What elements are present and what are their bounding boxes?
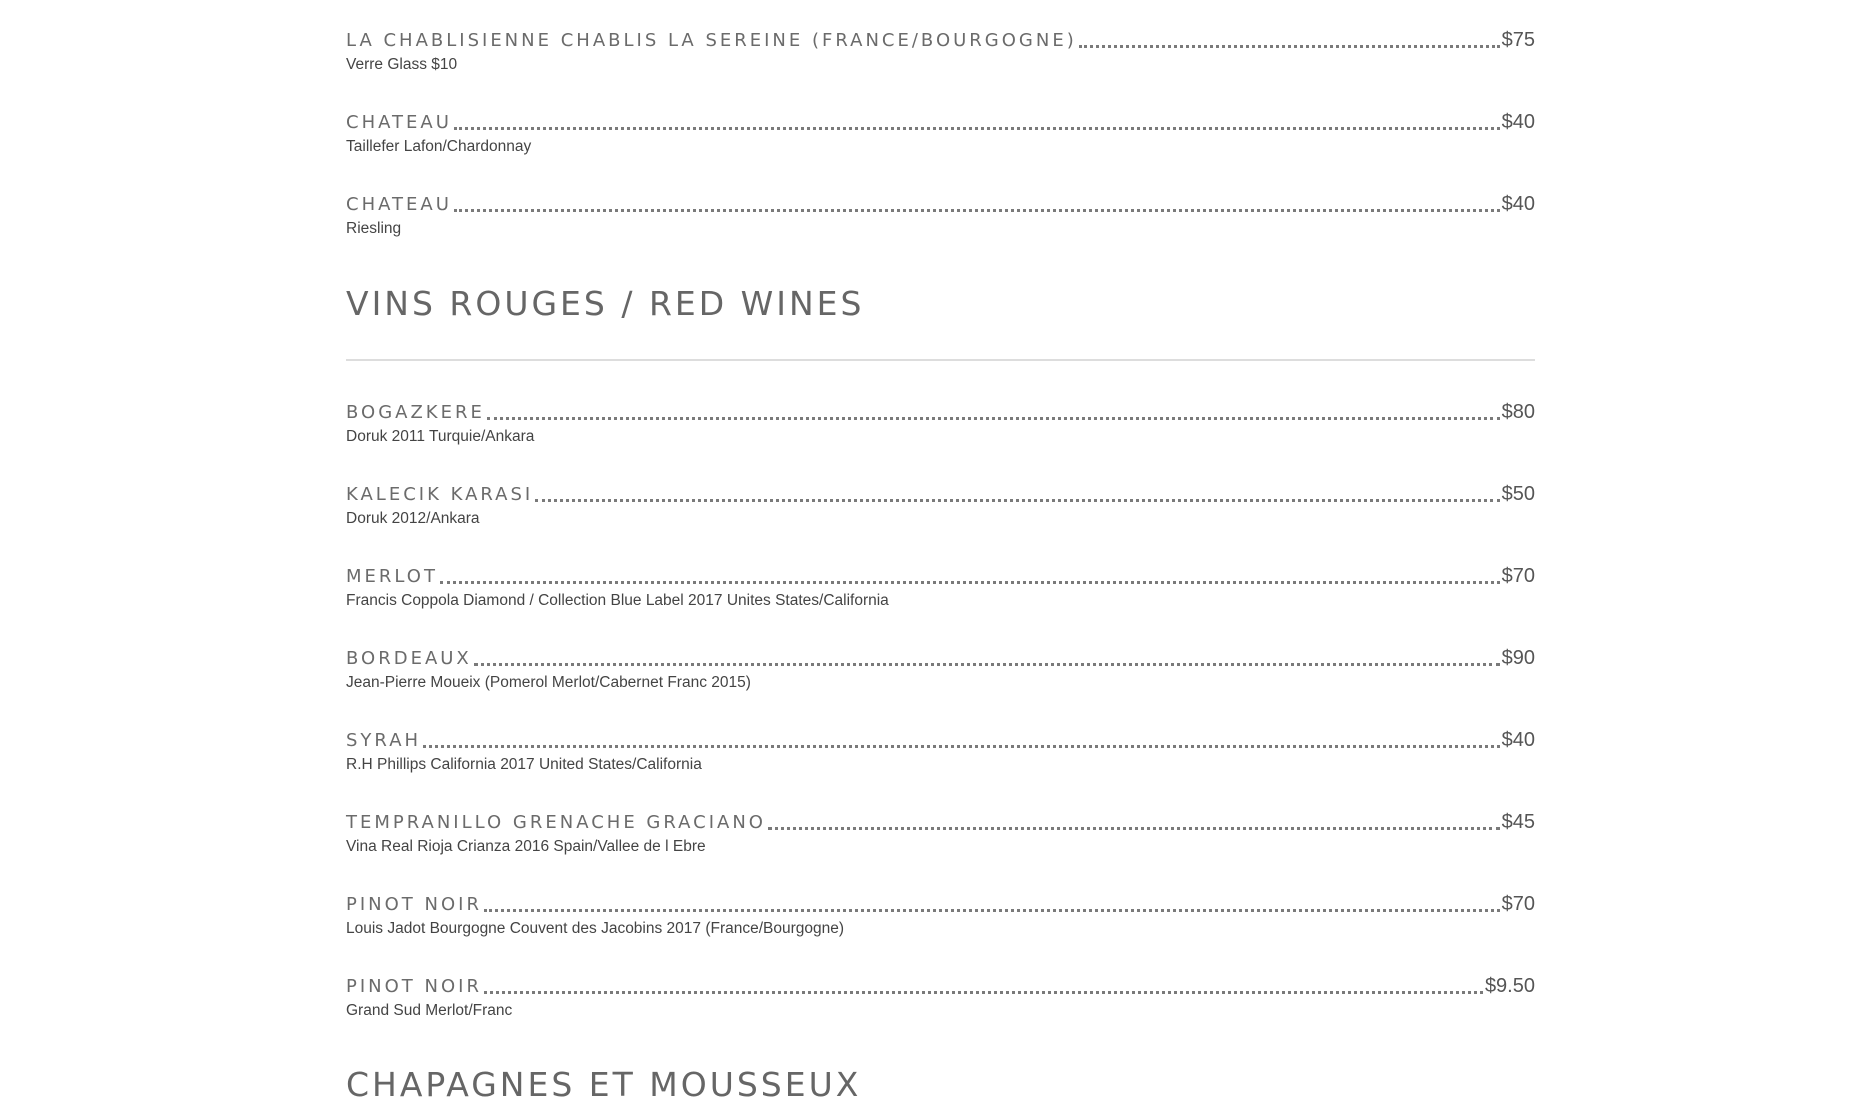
wine-price: $40 [1501, 729, 1535, 751]
menu-item-row [346, 968, 1535, 998]
menu-item-chateau-chardonnay [346, 104, 1535, 156]
wine-description: Grand Sud Merlot/Franc [346, 1002, 513, 1019]
menu-item-bordeaux [346, 640, 1535, 692]
dotted-leader [535, 499, 1499, 502]
wine-name: BORDEAUX [346, 648, 472, 669]
dotted-leader [1079, 45, 1500, 48]
menu-item-row [346, 722, 1535, 752]
dotted-leader [474, 663, 1500, 666]
menu-item-chateau-riesling [346, 186, 1535, 238]
wine-price: $70 [1501, 893, 1535, 915]
wine-price: $90 [1501, 647, 1535, 669]
menu-item-row [346, 640, 1535, 670]
menu-item-row [346, 804, 1535, 834]
wine-description: Doruk 2012/Ankara [346, 510, 480, 527]
menu-item-row [346, 104, 1535, 134]
wine-name: CHATEAU [346, 194, 452, 215]
section-title-red-wines: VINS ROUGES / RED WINES [346, 284, 865, 323]
wine-name: KALECIK KARASI [346, 484, 534, 505]
menu-item-row [346, 186, 1535, 216]
wine-description: Doruk 2011 Turquie/Ankara [346, 428, 535, 445]
dotted-leader [484, 991, 1483, 994]
wine-description: R.H Phillips California 2017 United States/California [346, 756, 702, 773]
wine-description: Francis Coppola Diamond / Collection Blue Label 2017 Unites States/California [346, 592, 889, 609]
menu-item-pinot-noir-grand-sud [346, 968, 1535, 1020]
wine-price: $80 [1501, 401, 1535, 423]
menu-item-tempranillo [346, 804, 1535, 856]
wine-price: $50 [1501, 483, 1535, 505]
dotted-leader [440, 581, 1500, 584]
wine-name: LA CHABLISIENNE CHABLIS LA SEREINE (FRANCE/BOURGOGNE) [346, 30, 1077, 51]
wine-description: Vina Real Rioja Crianza 2016 Spain/Vallee de l Ebre [346, 838, 706, 855]
wine-price: $9.50 [1484, 975, 1535, 997]
wine-name: PINOT NOIR [346, 894, 482, 915]
wine-price: $40 [1501, 193, 1535, 215]
menu-item-row [346, 886, 1535, 916]
dotted-leader [423, 745, 1500, 748]
menu-item-kalecik-karasi [346, 476, 1535, 528]
dotted-leader [454, 209, 1500, 212]
wine-price: $75 [1501, 29, 1535, 51]
wine-name: PINOT NOIR [346, 976, 482, 997]
menu-item-merlot [346, 558, 1535, 610]
menu-item-row [346, 394, 1535, 424]
wine-name: SYRAH [346, 730, 422, 751]
wine-name: BOGAZKERE [346, 402, 485, 423]
wine-description: Jean-Pierre Moueix (Pomerol Merlot/Cabernet Franc 2015) [346, 674, 751, 691]
section-divider [346, 359, 1535, 361]
menu-item-pinot-noir-jadot [346, 886, 1535, 938]
wine-price: $40 [1501, 111, 1535, 133]
dotted-leader [487, 417, 1500, 420]
menu-item-syrah [346, 722, 1535, 774]
wine-description: Taillefer Lafon/Chardonnay [346, 138, 532, 155]
wine-description: Louis Jadot Bourgogne Couvent des Jacobins 2017 (France/Bourgogne) [346, 920, 845, 937]
wine-name: MERLOT [346, 566, 438, 587]
wine-name: CHATEAU [346, 112, 452, 133]
wine-price: $70 [1501, 565, 1535, 587]
wine-price: $45 [1501, 811, 1535, 833]
menu-item-row [346, 22, 1535, 52]
menu-item-row [346, 558, 1535, 588]
dotted-leader [768, 827, 1500, 830]
dotted-leader [484, 909, 1500, 912]
wine-description: Verre Glass $10 [346, 56, 458, 73]
menu-item-bogazkere [346, 394, 1535, 446]
menu-item-row [346, 476, 1535, 506]
wine-description: Riesling [346, 220, 402, 237]
section-title-champagnes: CHAPAGNES ET MOUSSEUX [346, 1065, 862, 1104]
dotted-leader [454, 127, 1500, 130]
wine-name: TEMPRANILLO GRENACHE GRACIANO [346, 812, 766, 833]
menu-item-chablis [346, 22, 1535, 74]
